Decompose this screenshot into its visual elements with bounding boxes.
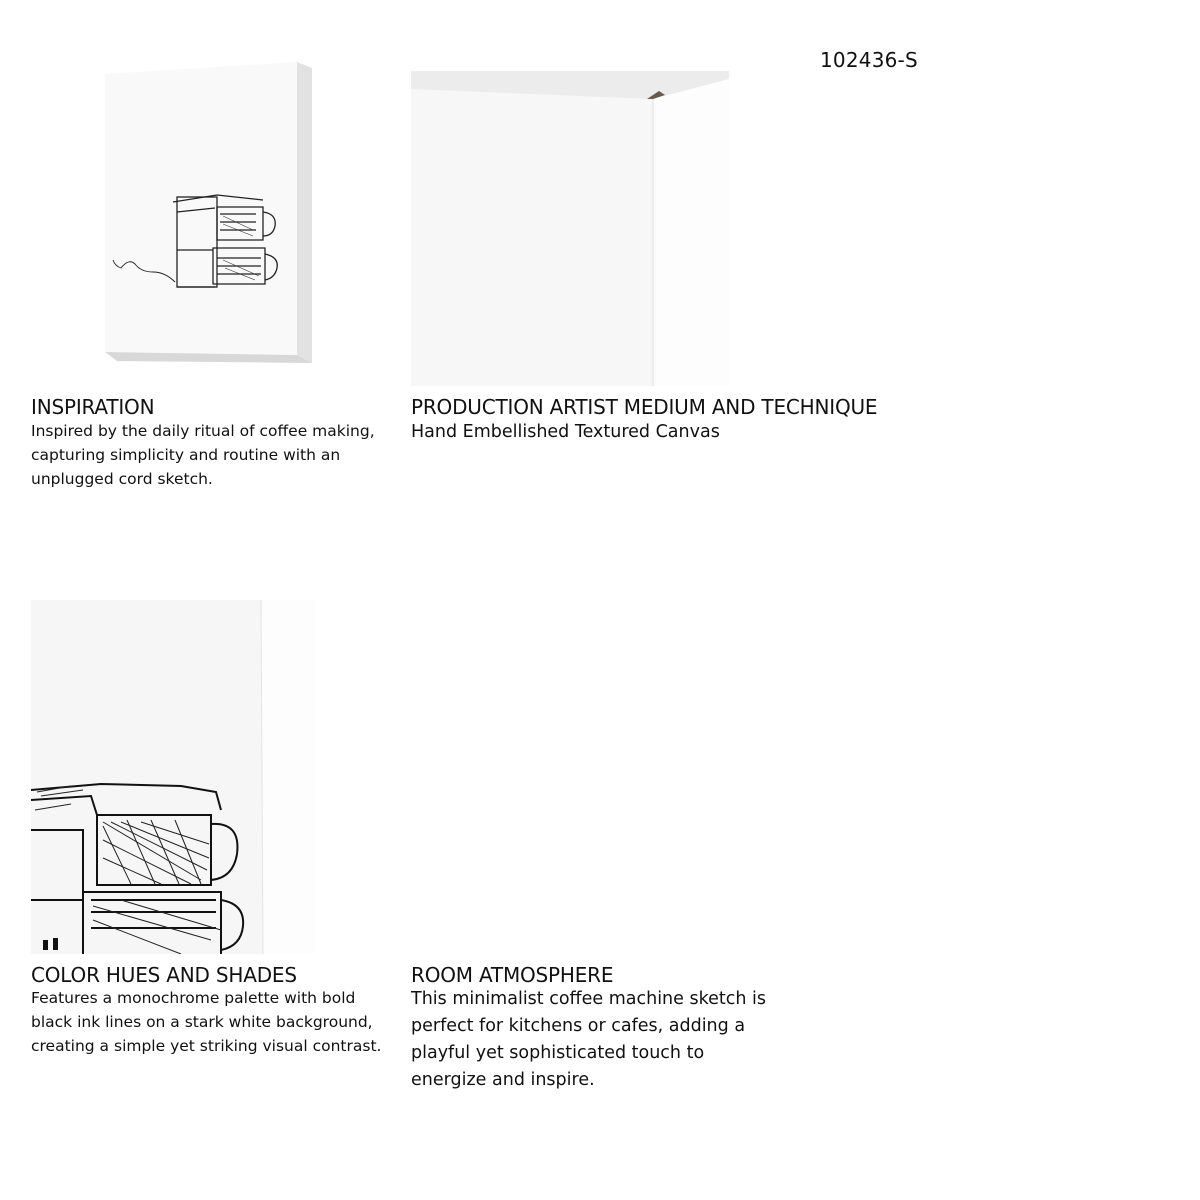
canvas-front-illustration: [105, 62, 315, 367]
product-sku: 102436-S: [820, 48, 918, 72]
color-line: creating a simple yet striking visual contrast.: [31, 1037, 382, 1055]
color-text: [31, 986, 391, 1058]
room-line: perfect for kitchens or cafes, adding a: [411, 1016, 746, 1036]
room-text: [411, 986, 831, 1094]
room-line: playful yet sophisticated touch to: [411, 1043, 705, 1063]
color-line: Features a monochrome palette with bold: [31, 989, 356, 1007]
canvas-detail-image: [31, 600, 315, 954]
production-text: [411, 419, 891, 446]
color-heading: COLOR HUES AND SHADES: [31, 963, 297, 987]
inspiration-line: unplugged cord sketch.: [31, 470, 213, 488]
inspiration-line: capturing simplicity and routine with an: [31, 446, 341, 464]
production-line: Hand Embellished Textured Canvas: [411, 422, 720, 442]
production-heading: PRODUCTION ARTIST MEDIUM AND TECHNIQUE: [411, 395, 878, 419]
room-line: This minimalist coffee machine sketch is: [411, 989, 766, 1009]
room-line: energize and inspire.: [411, 1070, 595, 1090]
inspiration-line: Inspired by the daily ritual of coffee making,: [31, 422, 375, 440]
inspiration-heading: INSPIRATION: [31, 395, 155, 419]
room-heading: ROOM ATMOSPHERE: [411, 963, 614, 987]
color-line: black ink lines on a stark white background,: [31, 1013, 373, 1031]
canvas-corner-illustration: [411, 71, 729, 386]
inspiration-text: [31, 419, 391, 491]
canvas-front-image: [105, 62, 315, 367]
canvas-detail-illustration: [31, 600, 315, 954]
canvas-corner-image: [411, 71, 729, 386]
